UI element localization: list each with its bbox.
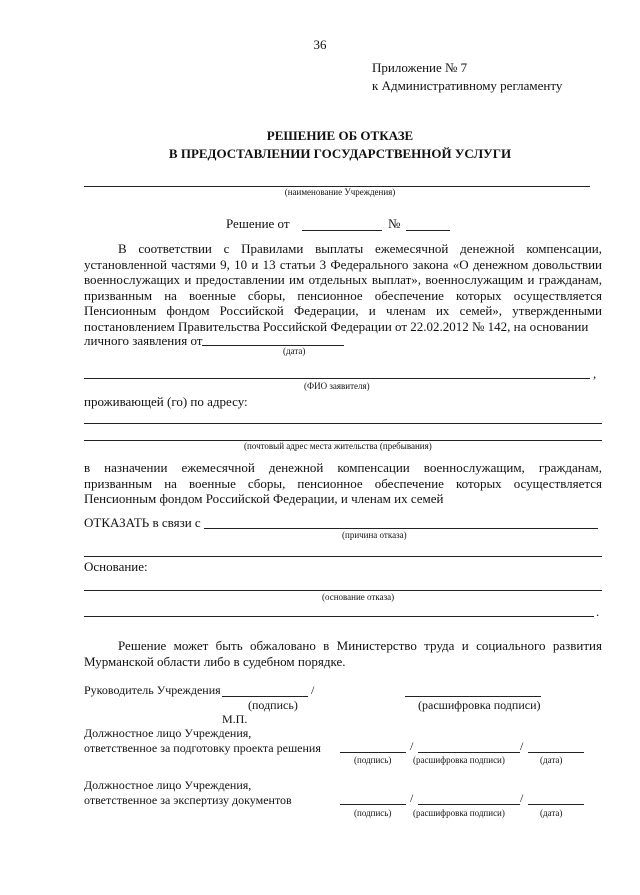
title-line-1: РЕШЕНИЕ ОБ ОТКАЗЕ bbox=[266, 128, 414, 143]
paragraph-legal-basis: В соответствии с Правилами выплаты ежемесячной денежной компенсации, установленной частями 9, 10 и 13 статьи 3 Федерального закона «О денежном довольствии военнослужащих и предоставлении им отдельных выплат», военнослужащим и гражданам, призванным на военные сборы, пенсионное обеспечение которых осуществляется Пенсионным фондом Российской Федерации, и членам их семей», утвержденными постановлением Правительства Российской Федерации от 22.02.2012 № 142, на основании bbox=[84, 241, 602, 334]
official1-slash-2: / bbox=[520, 739, 524, 753]
decision-number-sign: № bbox=[388, 216, 401, 231]
official2-sign-line bbox=[340, 804, 406, 805]
address-caption: (почтовый адрес места жительства (пребывания) bbox=[244, 441, 432, 451]
official2-line-2: ответственное за экспертизу документов bbox=[84, 793, 292, 807]
title-line-2: В ПРЕДОСТАВЛЕНИИ ГОСУДАРСТВЕННОЙ УСЛУГИ bbox=[168, 146, 512, 161]
application-date-line bbox=[202, 345, 344, 346]
official1-date-caption: (дата) bbox=[540, 755, 563, 765]
basis-label: Основание: bbox=[84, 559, 148, 574]
official1-line-2: ответственное за подготовку проекта решения bbox=[84, 741, 321, 755]
official1-decode-line bbox=[418, 752, 520, 753]
fio-comma: , bbox=[593, 366, 597, 381]
official1-sign-line bbox=[340, 752, 406, 753]
head-decode-line bbox=[405, 696, 541, 697]
official1-decode-caption: (расшифровка подписи) bbox=[413, 755, 505, 765]
official1-line-1: Должностное лицо Учреждения, bbox=[84, 726, 252, 740]
official2-slash-1: / bbox=[410, 791, 414, 805]
appendix-line-1: Приложение № 7 bbox=[372, 60, 468, 75]
head-decode-caption: (расшифровка подписи) bbox=[418, 698, 541, 712]
official2-line-1: Должностное лицо Учреждения, bbox=[84, 778, 252, 792]
official2-sign-caption: (подпись) bbox=[354, 808, 392, 818]
paragraph-subject: в назначении ежемесячной денежной компенсации военнослужащим, гражданам, призванным на военные сборы, пенсионное обеспечение которых осуществляется Пенсионным фондом Российской Федерации, и членам их семей bbox=[84, 460, 602, 506]
reason-line bbox=[204, 528, 598, 529]
official2-decode-line bbox=[418, 804, 520, 805]
official2-date-line bbox=[528, 804, 584, 805]
application-label: личного заявления от bbox=[84, 333, 203, 348]
decision-label: Решение от bbox=[226, 216, 290, 231]
decision-date-line bbox=[302, 230, 382, 231]
residing-label: проживающей (го) по адресу: bbox=[84, 394, 248, 409]
basis-period: . bbox=[596, 604, 600, 619]
appendix-line-2: к Административному регламенту bbox=[372, 78, 563, 93]
reason-caption: (причина отказа) bbox=[342, 530, 407, 540]
appeal-text: Решение может быть обжаловано в Министерство труда и социального развития Мурманской области либо в судебном порядке. bbox=[84, 638, 602, 669]
stamp-label: М.П. bbox=[222, 712, 248, 726]
official1-date-line bbox=[528, 752, 584, 753]
institution-caption: (наименование Учреждения) bbox=[284, 187, 396, 197]
basis-line-1 bbox=[84, 590, 602, 591]
basis-line-2 bbox=[84, 616, 594, 617]
official2-decode-caption: (расшифровка подписи) bbox=[413, 808, 505, 818]
page-number: 36 bbox=[313, 37, 327, 52]
refuse-label: ОТКАЗАТЬ в связи с bbox=[84, 515, 201, 530]
head-slash: / bbox=[311, 683, 315, 697]
head-sign-caption: (подпись) bbox=[248, 698, 298, 712]
reason-line-2 bbox=[84, 556, 602, 557]
fio-line bbox=[84, 378, 590, 379]
basis-caption: (основание отказа) bbox=[322, 592, 395, 602]
decision-number-line bbox=[406, 230, 450, 231]
fio-caption: (ФИО заявителя) bbox=[304, 381, 370, 391]
official1-slash-1: / bbox=[410, 739, 414, 753]
date-caption: (дата) bbox=[283, 346, 306, 356]
head-sign-line bbox=[222, 696, 308, 697]
address-line-1 bbox=[84, 423, 602, 424]
official2-slash-2: / bbox=[520, 791, 524, 805]
official1-sign-caption: (подпись) bbox=[354, 755, 392, 765]
head-label: Руководитель Учреждения bbox=[84, 683, 221, 697]
official2-date-caption: (дата) bbox=[540, 808, 563, 818]
